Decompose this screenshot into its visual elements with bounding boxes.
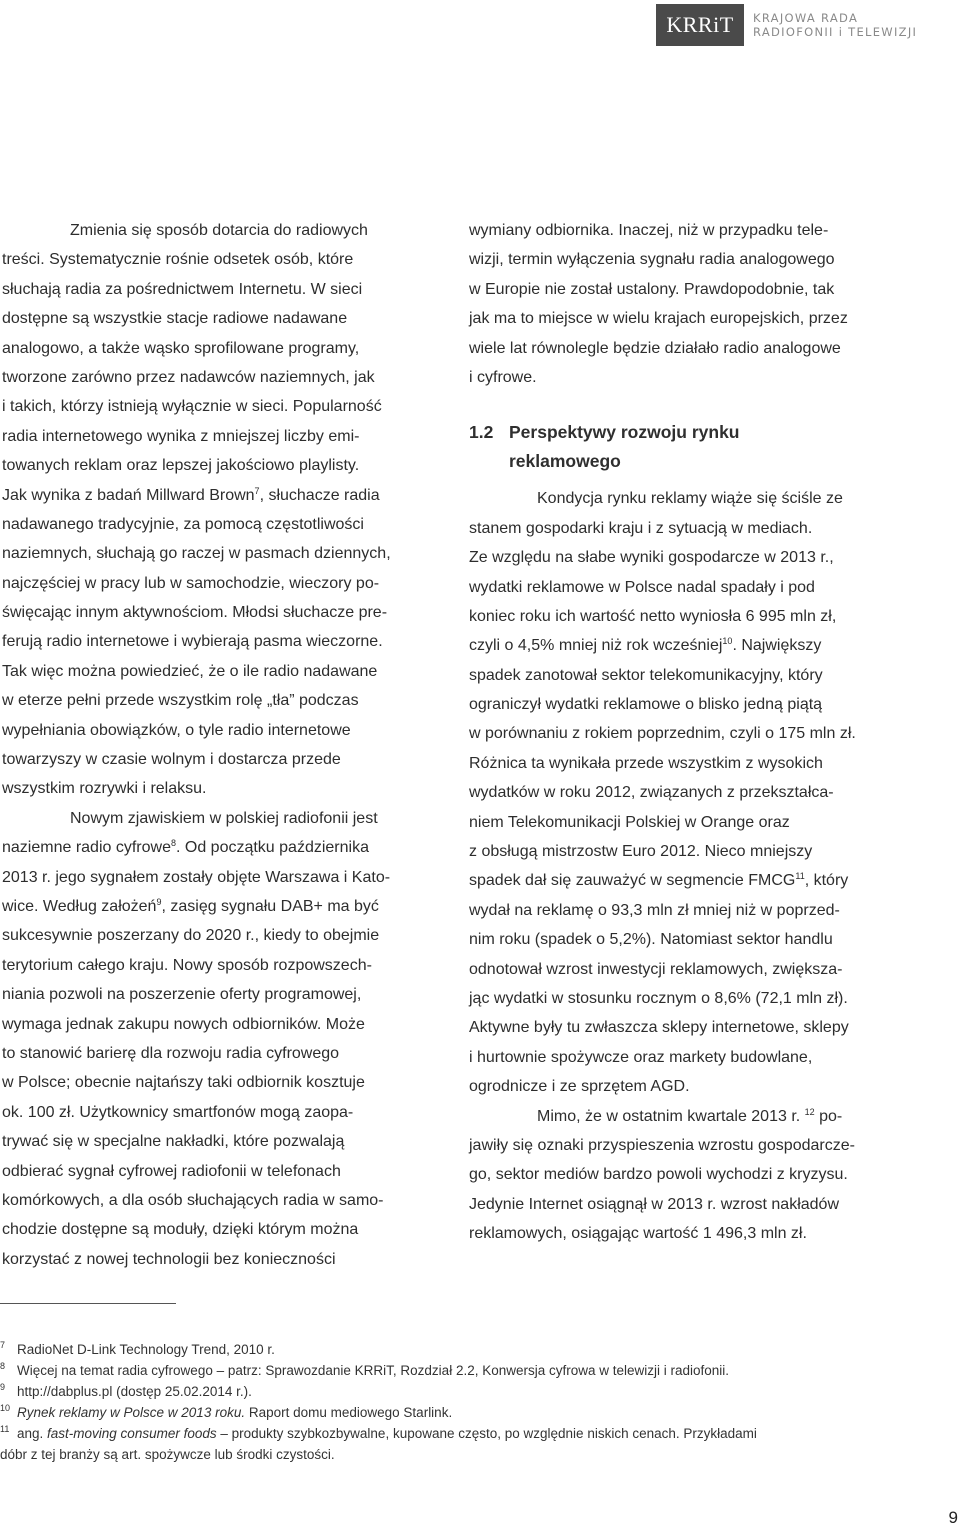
footnote-ref: 7 bbox=[254, 485, 260, 496]
text-line bbox=[469, 1102, 909, 1131]
text-line bbox=[2, 451, 427, 480]
text-line bbox=[469, 690, 909, 719]
text-line bbox=[2, 921, 427, 950]
text-line bbox=[2, 627, 427, 656]
text-line bbox=[2, 539, 427, 568]
text-line-body: i takich, którzy istnieją wyłącznie w sieci. Popularność bbox=[2, 398, 382, 416]
org-line-1: KRAJOWA RADA bbox=[753, 11, 859, 25]
text-line-tail: po- bbox=[814, 1107, 843, 1125]
text-line bbox=[469, 661, 909, 690]
text-line-body: analogowo, a także wąsko sprofilowane programy, bbox=[2, 339, 360, 357]
text-line bbox=[2, 1127, 427, 1156]
text-line bbox=[469, 1043, 909, 1072]
text-line bbox=[469, 304, 909, 333]
text-line-body: niania pozwoli na poszerzenie oferty programowej, bbox=[2, 986, 362, 1004]
text-line bbox=[469, 602, 909, 631]
text-line bbox=[469, 216, 909, 245]
text-line bbox=[2, 1215, 427, 1244]
text-line bbox=[2, 334, 427, 363]
text-line-body: wydatków w roku 2012, związanych z przekształca- bbox=[469, 784, 834, 802]
text-line-body: naziemne radio cyfrowe bbox=[2, 839, 171, 857]
text-line bbox=[2, 863, 427, 892]
footnote-ref: 8 bbox=[170, 838, 176, 849]
text-line-body: najczęściej w pracy lub w samochodzie, wieczory po- bbox=[2, 574, 380, 592]
text-line-body: jąc wydatki w stosunku rocznym o 8,6% (72,1 mln zł). bbox=[469, 989, 848, 1007]
text-line-body: naziemnych, słuchają go raczej w pasmach dziennych, bbox=[2, 545, 391, 563]
org-line-2: RADIOFONII i TELEWIZJI bbox=[753, 25, 918, 39]
logo-org-name bbox=[753, 11, 917, 39]
text-line bbox=[2, 598, 427, 627]
text-line bbox=[469, 631, 909, 660]
footnote-prefix: ang. bbox=[17, 1426, 48, 1441]
text-line-body: słuchają radia za pośrednictwem Internetu. W sieci bbox=[2, 280, 363, 298]
text-line-tail: . Od początku października bbox=[175, 839, 369, 857]
text-line bbox=[2, 686, 427, 715]
footnote-ref: 12 bbox=[804, 1106, 815, 1117]
text-line bbox=[469, 484, 909, 513]
text-line-tail: , zasięg sygnału DAB+ ma być bbox=[161, 897, 379, 915]
footnote bbox=[0, 1423, 900, 1444]
text-line-body: wydatki reklamowe w Polsce nadal spadały i pod bbox=[469, 578, 815, 596]
text-line bbox=[469, 573, 909, 602]
text-line-body: wypełniania obowiązków, o tyle radio internetowe bbox=[2, 721, 351, 739]
section-number: 1.2 bbox=[469, 422, 494, 443]
text-line bbox=[2, 1068, 427, 1097]
text-line-body: w porównaniu z rokiem poprzednim, czyli o 175 mln zł. bbox=[469, 725, 856, 743]
text-line-body: jak ma to miejsce w wielu krajach europejskich, przez bbox=[469, 310, 848, 328]
text-line bbox=[469, 778, 909, 807]
text-line-body: trywać się w specjalne nakładki, które pozwalają bbox=[2, 1133, 345, 1151]
text-line-body: Mimo, że w ostatnim kwartale 2013 r. bbox=[537, 1107, 805, 1125]
page-number: 9 bbox=[948, 1508, 958, 1527]
footnote-ref: 10 bbox=[722, 636, 733, 647]
text-line bbox=[469, 363, 909, 392]
text-line bbox=[469, 749, 909, 778]
text-line-body: i hurtownie spożywcze oraz markety budowlane, bbox=[469, 1048, 813, 1066]
footnote bbox=[0, 1360, 900, 1381]
text-line bbox=[2, 745, 427, 774]
text-line-body: Zmienia się sposób dotarcia do radiowych bbox=[70, 222, 368, 239]
text-line-body: treści. Systematycznie rośnie odsetek osób, które bbox=[2, 251, 354, 269]
text-line bbox=[469, 1013, 909, 1042]
text-line bbox=[469, 896, 909, 925]
right-column bbox=[469, 216, 909, 1249]
section-title-line-1: Perspektywy rozwoju rynku bbox=[509, 422, 740, 443]
footnotes bbox=[0, 1339, 900, 1465]
text-line-body: reklamowych, osiągając wartość 1 496,3 mln zł. bbox=[469, 1225, 807, 1243]
text-line bbox=[469, 984, 909, 1013]
text-line bbox=[2, 980, 427, 1009]
text-line-body: Aktywne były tu zwłaszcza sklepy internetowe, sklepy bbox=[469, 1019, 849, 1037]
text-line bbox=[469, 925, 909, 954]
text-line bbox=[469, 514, 909, 543]
text-line-body: Tak więc można powiedzieć, że o ile radio nadawane bbox=[2, 662, 378, 680]
text-line-body: Różnica ta wynikała przede wszystkim z wysokich bbox=[469, 754, 823, 772]
text-line-body: sukcesywnie poszerzany do 2020 r., kiedy to obejmie bbox=[2, 927, 380, 945]
text-line-body: ferują radio internetowe i wybierają pasma wieczorne. bbox=[2, 633, 383, 651]
text-line bbox=[469, 1131, 909, 1160]
text-line bbox=[2, 216, 427, 245]
text-line-body: Jedynie Internet osiągnął w 2013 r. wzrost nakładów bbox=[469, 1195, 839, 1213]
text-line-tail: , słuchacze radia bbox=[259, 486, 380, 504]
footnote-number: 9 bbox=[0, 1382, 6, 1392]
text-line bbox=[469, 1160, 909, 1189]
section-heading bbox=[469, 418, 909, 476]
text-line-body: stanem gospodarki kraju i z sytuacją w mediach. bbox=[469, 519, 813, 537]
text-line-body: Ze względu na słabe wyniki gospodarcze w 2013 r., bbox=[469, 549, 834, 567]
text-line-body: koniec roku ich wartość netto wyniosła 6 995 mln zł, bbox=[469, 607, 837, 625]
text-line bbox=[469, 719, 909, 748]
text-line-body: w eterze pełni przede wszystkim rolę „tła” podczas bbox=[2, 692, 359, 710]
text-line bbox=[469, 837, 909, 866]
text-line-body: Kondycja rynku reklamy wiąże się ściśle ze bbox=[537, 490, 843, 508]
text-line-tail: . Największy bbox=[732, 637, 822, 655]
text-line-body: w Polsce; obecnie najtańszy taki odbiornik kosztuje bbox=[2, 1074, 365, 1092]
text-line-body: niem Telekomunikacji Polskiej w Orange oraz bbox=[469, 813, 790, 831]
text-line-body: Jak wynika z badań Millward Brown bbox=[2, 486, 255, 504]
text-line-body: Nowym zjawiskiem w polskiej radiofonii jest bbox=[70, 809, 378, 827]
text-line-body: ok. 100 zł. Użytkownicy smartfonów mogą zaopa- bbox=[2, 1103, 354, 1121]
text-line-body: ograniczył wydatki reklamowe o blisko jedną piątą bbox=[469, 696, 823, 714]
text-line bbox=[2, 833, 427, 862]
section-title-line-2: reklamowego bbox=[509, 451, 621, 472]
right-column-top bbox=[469, 216, 909, 392]
text-line-body: odnotował wzrost inwestycji reklamowych, zwiększa- bbox=[469, 960, 843, 978]
text-line-body: wice. Według założeń bbox=[2, 897, 157, 915]
text-line bbox=[2, 1010, 427, 1039]
text-line-body: święcając innym aktywnościom. Młodsi słuchacze pre- bbox=[2, 604, 388, 622]
text-line-body: go, sektor mediów bardzo powoli wychodzi z kryzysu. bbox=[469, 1166, 848, 1184]
text-line bbox=[2, 1186, 427, 1215]
text-line-body: towanych reklam oraz lepszej jakościowo playlisty. bbox=[2, 457, 360, 475]
text-line bbox=[2, 951, 427, 980]
footnote-number: 11 bbox=[0, 1424, 10, 1434]
text-line bbox=[2, 716, 427, 745]
text-line bbox=[2, 1245, 427, 1274]
text-line-body: chodzie dostępne są moduły, dzięki którym można bbox=[2, 1221, 359, 1239]
text-line bbox=[2, 774, 427, 803]
text-line-body: to stanowić barierę dla rozwoju radia cyfrowego bbox=[2, 1044, 340, 1062]
footnote-text: http://dabplus.pl (dostęp 25.02.2014 r.). bbox=[17, 1384, 252, 1399]
text-line bbox=[469, 955, 909, 984]
footnote-text: Więcej na temat radia cyfrowego – patrz: Sprawozdanie KRRiT, Rozdział 2.2, Konwersja cyfrowa w telewizji i radiofonii. bbox=[17, 1363, 730, 1378]
footnote-italic: Rynek reklamy w Polsce w 2013 roku. bbox=[17, 1405, 246, 1420]
footnote bbox=[0, 1339, 900, 1360]
text-line-body: wizji, termin wyłączenia sygnału radia analogowego bbox=[469, 251, 835, 269]
text-line bbox=[469, 275, 909, 304]
text-line bbox=[2, 275, 427, 304]
text-line bbox=[469, 245, 909, 274]
text-line-body: dostępne są wszystkie stacje radiowe nadawane bbox=[2, 310, 348, 328]
text-line bbox=[2, 1098, 427, 1127]
text-line-body: wszystkim rozrywki i relaksu. bbox=[2, 780, 207, 798]
footnote-number: 8 bbox=[0, 1361, 6, 1371]
text-line bbox=[2, 892, 427, 921]
text-line-body: spadek zanotował sektor telekomunikacyjny, który bbox=[469, 666, 823, 684]
text-line bbox=[2, 1039, 427, 1068]
footnote-text: RadioNet D-Link Technology Trend, 2010 r. bbox=[17, 1342, 275, 1357]
footnote-ref: 11 bbox=[795, 871, 805, 882]
text-line bbox=[469, 866, 909, 895]
text-line-body: wydał na reklamę o 93,3 mln zł mniej niż w poprzed- bbox=[469, 901, 840, 919]
footnote-number: 7 bbox=[0, 1340, 6, 1350]
footnote-number: 10 bbox=[0, 1403, 11, 1413]
text-line bbox=[2, 304, 427, 333]
footnote-ref: 9 bbox=[156, 896, 162, 907]
text-line-body: i cyfrowe. bbox=[469, 368, 537, 386]
text-line bbox=[469, 1072, 909, 1101]
text-line bbox=[2, 481, 427, 510]
text-line bbox=[2, 1157, 427, 1186]
text-line bbox=[2, 392, 427, 421]
text-line-body: towarzyszy w czasie wolnym i dostarcza przede bbox=[2, 751, 341, 769]
text-line bbox=[469, 1219, 909, 1248]
text-line-body: czyli o 4,5% mniej niż rok wcześniej bbox=[469, 637, 723, 655]
text-line-body: jawiły się oznaki przyspieszenia wzrostu gospodarcze- bbox=[469, 1136, 855, 1154]
text-line bbox=[2, 422, 427, 451]
text-line-body: komórkowych, a dla osób słuchających radia w samo- bbox=[2, 1191, 384, 1209]
text-line bbox=[2, 657, 427, 686]
krrit-logo bbox=[656, 4, 946, 46]
text-line-body: ogrodnicze i ze sprzętem AGD. bbox=[469, 1078, 690, 1096]
right-column-bottom bbox=[469, 484, 909, 1248]
logo-mark: KRRiT bbox=[656, 4, 744, 46]
footnote-continuation: dóbr z tej branży są art. spożywcze lub środki czystości. bbox=[0, 1447, 335, 1462]
text-line-body: wymiany odbiornika. Inaczej, niż w przypadku tele- bbox=[469, 222, 829, 239]
text-line bbox=[469, 808, 909, 837]
text-line-body: radia internetowego wynika z mniejszej liczby emi- bbox=[2, 427, 360, 445]
text-line bbox=[469, 334, 909, 363]
footnote-text: – produkty szybkozbywalne, kupowane często, po względnie niskich cenach. Przykładami bbox=[216, 1426, 757, 1441]
text-line bbox=[469, 1190, 909, 1219]
footnote-divider bbox=[0, 1303, 176, 1304]
text-line bbox=[2, 804, 427, 833]
text-line bbox=[2, 245, 427, 274]
footnote bbox=[0, 1381, 900, 1402]
text-line-body: nadawanego tradycyjnie, za pomocą częstotliwości bbox=[2, 515, 364, 533]
text-line-body: wymaga jednak zakupu nowych odbiorników. Może bbox=[2, 1015, 365, 1033]
text-line-body: w Europie nie został ustalony. Prawdopodobnie, tak bbox=[469, 280, 835, 298]
text-line bbox=[2, 569, 427, 598]
text-line-body: odbierać sygnał cyfrowej radiofonii w telefonach bbox=[2, 1162, 341, 1180]
text-line-tail: , który bbox=[804, 872, 849, 890]
footnote-italic: fast-moving consumer foods bbox=[47, 1426, 217, 1441]
text-line-body: wiele lat równolegle będzie działało radio analogowe bbox=[469, 339, 841, 357]
text-line-body: spadek dał się zauważyć w segmencie FMCG bbox=[469, 872, 796, 890]
text-line-body: korzystać z nowej technologii bez konieczności bbox=[2, 1250, 336, 1268]
footnote-text: Raport domu mediowego Starlink. bbox=[245, 1405, 453, 1420]
footnote bbox=[0, 1402, 900, 1423]
text-line-body: tworzone zarówno przez nadawców naziemnych, jak bbox=[2, 368, 375, 386]
text-line-body: nim roku (spadek o 5,2%). Natomiast sektor handlu bbox=[469, 931, 833, 949]
text-line bbox=[2, 363, 427, 392]
text-line bbox=[469, 543, 909, 572]
text-line-body: 2013 r. jego sygnałem zostały objęte Warszawa i Kato- bbox=[2, 868, 391, 886]
text-line-body: z obsługą mistrzostw Euro 2012. Nieco mniejszy bbox=[469, 843, 813, 861]
text-line-body: terytorium całego kraju. Nowy sposób rozpowszech- bbox=[2, 956, 372, 974]
text-line bbox=[2, 510, 427, 539]
left-column bbox=[2, 216, 427, 1274]
